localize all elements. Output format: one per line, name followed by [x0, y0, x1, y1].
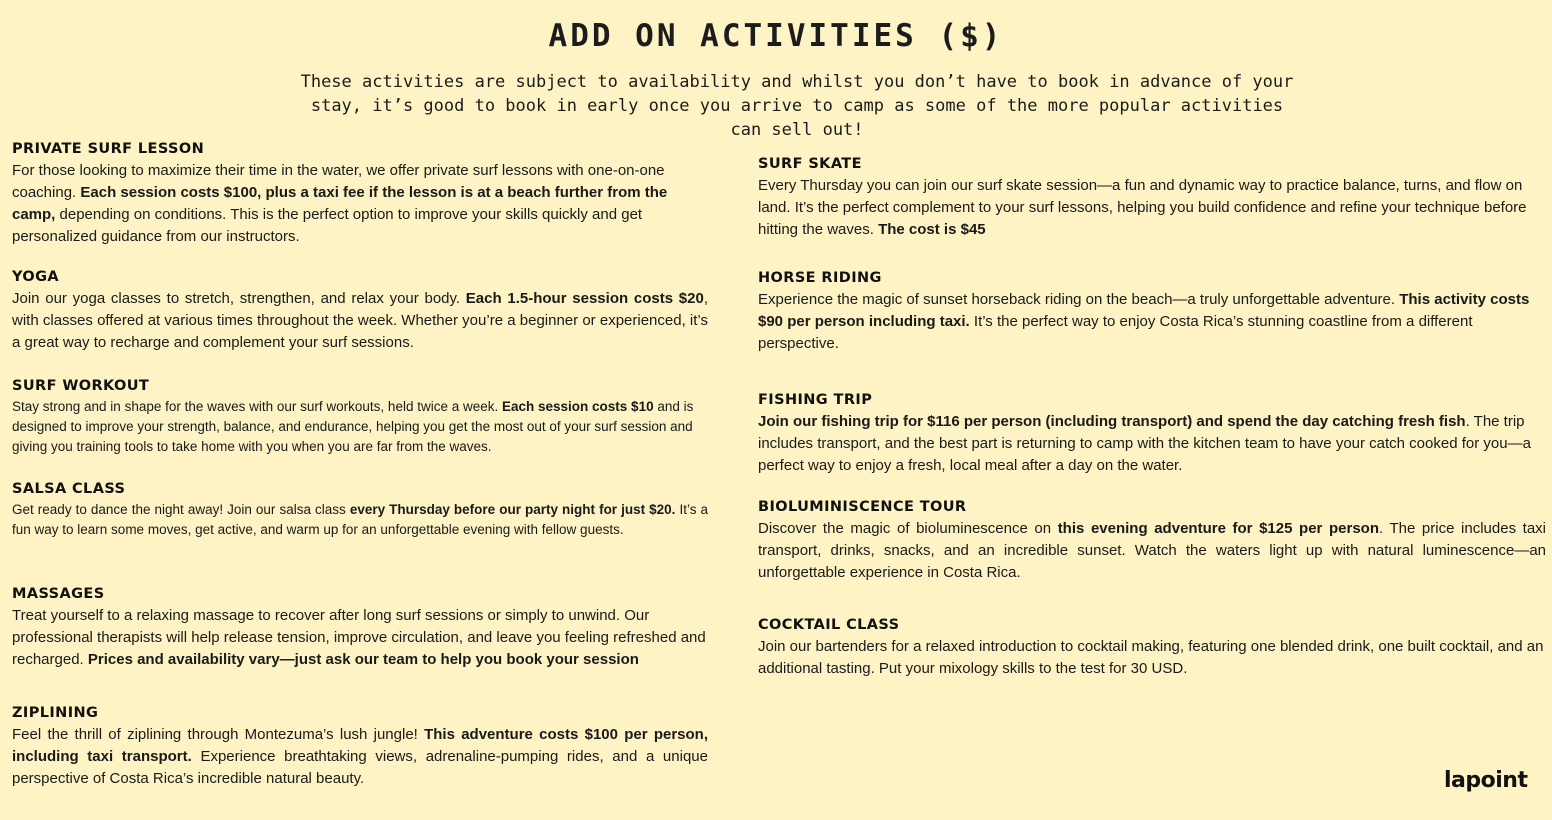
activity-description: Treat yourself to a relaxing massage to recover after long surf sessions or simply to unwind. Our professional therapists will help release tension, improve circulation, and leave you feeling refreshed and recharged. Prices and availability vary—just ask our team to help you book your session [12, 607, 706, 668]
activity-description: Get ready to dance the night away! Join our salsa class every Thursday before our party night for just $20. It’s a fun way to learn some moves, get active, and warm up for an unforgettable evening with fellow guests. [12, 502, 709, 537]
activity-heading: BIOLUMINISCENCE TOUR [758, 499, 967, 515]
price-highlight: this evening adventure for $125 per person [1057, 520, 1379, 537]
price-highlight: This activity costs $90 per person including taxi. [758, 291, 1530, 330]
activity-heading: ZIPLINING [12, 705, 99, 721]
lapoint-logo: lapoint [1444, 768, 1528, 793]
page-title: ADD ON ACTIVITIES ($) [548, 18, 1004, 54]
activity-salsa-class [12, 480, 708, 540]
activity-horse-riding [758, 269, 1546, 355]
activity-heading: FISHING TRIP [758, 392, 873, 408]
price-highlight: Each 1.5-hour session costs $20 [465, 290, 704, 307]
activity-description: Join our fishing trip for $116 per person (including transport) and spend the day catching fresh fish. The trip includes transport, and the best part is returning to camp with the kitchen team to have your catch cooked for you—a perfect way to enjoy a fresh, local meal after a day on the water. [758, 413, 1531, 474]
activity-yoga [12, 268, 708, 354]
activity-heading: SURF SKATE [758, 156, 862, 172]
price-highlight: Prices and availability vary—just ask our team to help you book your session [87, 651, 639, 668]
activity-description: For those looking to maximize their time in the water, we offer private surf lessons with one-on-one coaching. Each session costs $100, plus a taxi fee if the lesson is at a beach further from the camp, depending on conditions. This is the perfect option to improve your skills quickly and get personalized guidance from our instructors. [12, 162, 668, 245]
activity-heading: YOGA [12, 269, 60, 285]
price-highlight: This adventure costs $100 per person, including taxi transport. [12, 726, 709, 765]
price-highlight: Each session costs $10 [502, 399, 654, 414]
activity-description: Feel the thrill of ziplining through Montezuma’s lush jungle! This adventure costs $100 per person, including taxi transport. Experience breathtaking views, adrenaline-pumping rides, and a unique perspective of Costa Rica’s incredible natural beauty. [12, 726, 709, 787]
activity-surf-workout [12, 377, 708, 457]
activity-cocktail-class [758, 616, 1546, 680]
price-highlight: every Thursday before our party night for just $20. [349, 502, 676, 517]
activity-description: Join our bartenders for a relaxed introduction to cocktail making, featuring one blended drink, one built cocktail, and an additional tasting. Put your mixology skills to the test for 30 USD. [758, 638, 1544, 677]
activity-heading: MASSAGES [12, 586, 105, 602]
activity-heading: PRIVATE SURF LESSON [12, 141, 205, 157]
price-highlight: Each session costs $100, plus a taxi fee if the lesson is at a beach further from the camp, [12, 184, 668, 223]
activity-heading: COCKTAIL CLASS [758, 617, 900, 633]
activity-heading: SURF WORKOUT [12, 378, 150, 394]
activity-description: Join our yoga classes to stretch, strengthen, and relax your body. Each 1.5-hour session costs $20, with classes offered at various times throughout the week. Whether you’re a beginner or experienced, it’s a great way to recharge and complement your surf sessions. [12, 290, 708, 351]
activity-heading: SALSA CLASS [12, 481, 126, 497]
activity-massages [12, 585, 708, 671]
intro-text: These activities are subject to availability and whilst you don’t have to book in advance of your stay, it’s good to book in early once you arrive to camp as some of the more popular activities can sell out! [300, 72, 1294, 140]
activity-description: Experience the magic of sunset horseback riding on the beach—a truly unforgettable adventure. This activity costs $90 per person including taxi. It’s the perfect way to enjoy Costa Rica’s stunning coastline from a different perspective. [758, 291, 1530, 352]
activity-surf-skate [758, 155, 1546, 241]
activity-description: Stay strong and in shape for the waves with our surf workouts, held twice a week. Each session costs $10 and is designed to improve your strength, balance, and endurance, helping you get the most out of your surf session and giving you training tools to take home with you when you are far from the waves. [12, 399, 694, 454]
price-highlight: The cost is $45 [878, 221, 986, 238]
activity-bioluminiscence-tour [758, 498, 1546, 584]
price-highlight: Join our fishing trip for $116 per person (including transport) and spend the day catching fresh fish [758, 413, 1466, 430]
activity-description: Every Thursday you can join our surf skate session—a fun and dynamic way to practice balance, turns, and flow on land. It’s the perfect complement to your surf lessons, helping you build confidence and refine your technique before hitting the waves. The cost is $45 [758, 177, 1527, 238]
activity-private-surf-lesson [12, 140, 708, 248]
activity-fishing-trip [758, 391, 1546, 477]
activity-description: Discover the magic of bioluminescence on this evening adventure for $125 per person. The price includes taxi transport, drinks, snacks, and an incredible sunset. Watch the waters light up with natural luminescence—an unforgettable experience in Costa Rica. [758, 520, 1546, 581]
activity-heading: HORSE RIDING [758, 270, 882, 286]
activity-ziplining [12, 704, 708, 790]
